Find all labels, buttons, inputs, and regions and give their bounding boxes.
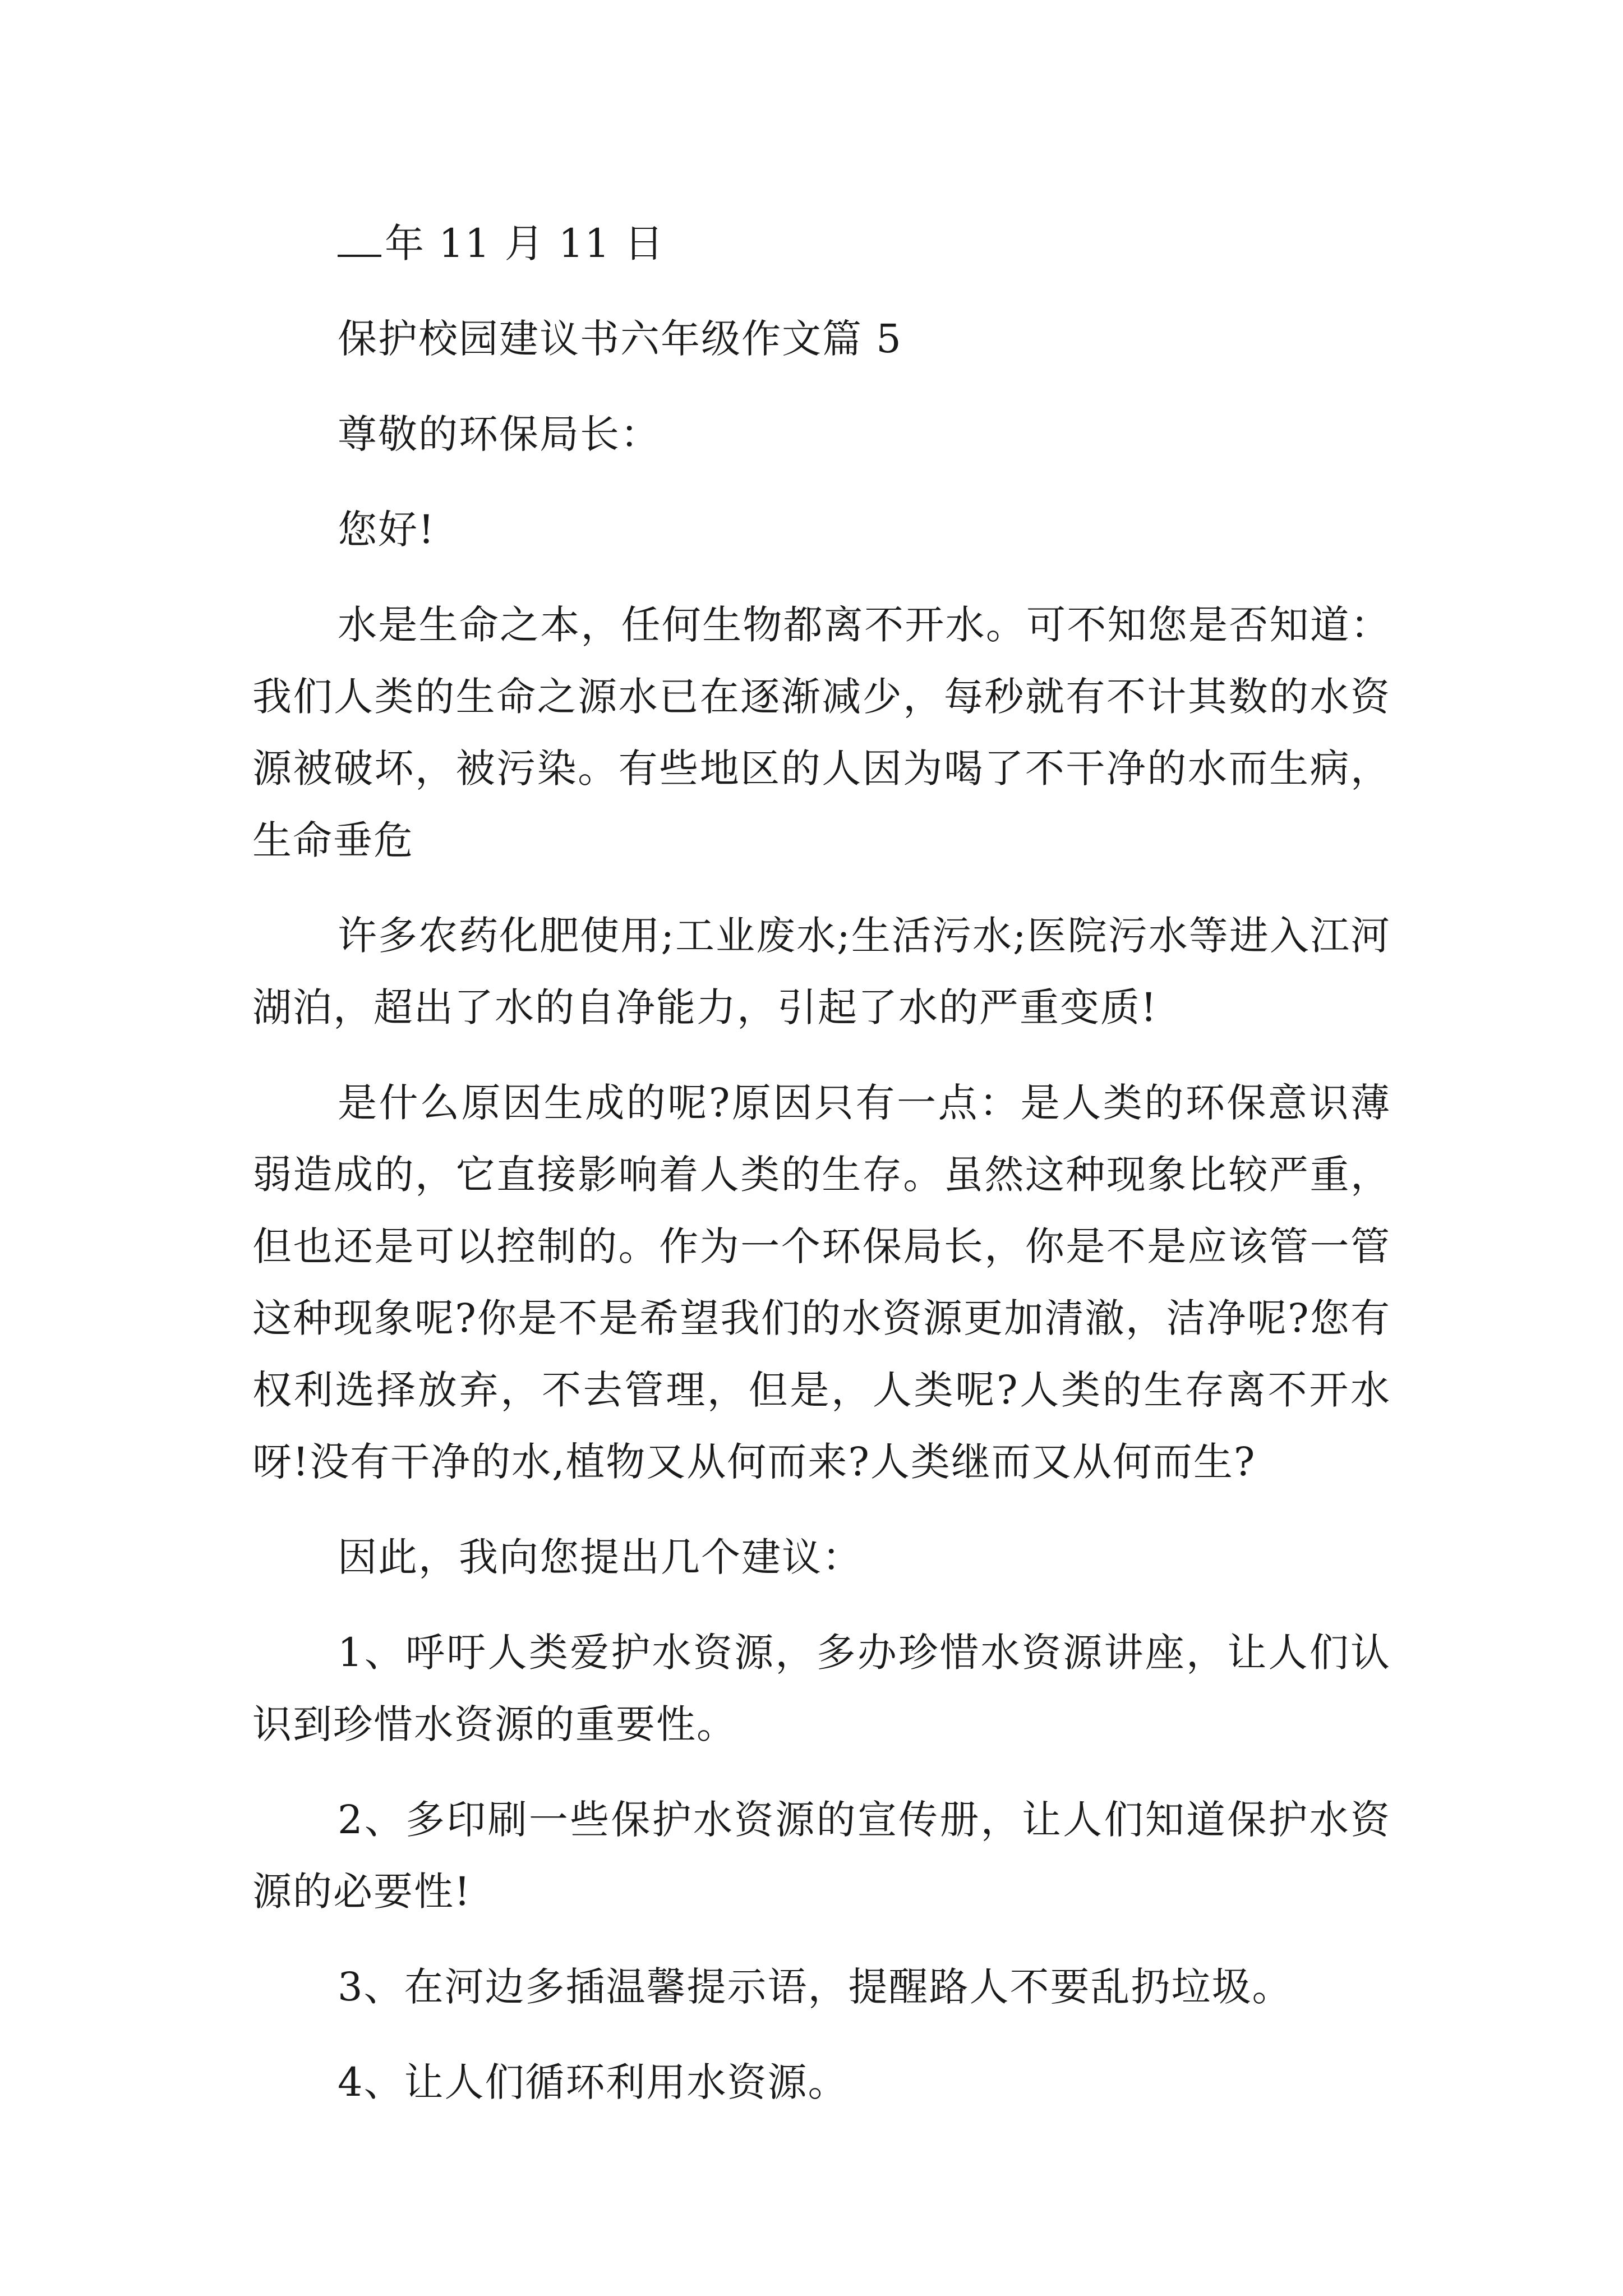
- paragraph: 许多农药化肥使用;工业废水;生活污水;医院污水等进入江河湖泊，超出了水的自净能力，引起了水的严重变质!: [252, 913, 1391, 1030]
- paragraph: 是什么原因生成的呢?原因只有一点：是人类的环保意识薄弱造成的，它直接影响着人类的生存。虽然这种现象比较严重，但也还是可以控制的。作为一个环保局长，你是不是应该管一管这种现象呢?你是不是希望我们的水资源更加清澈，洁净呢?您有权利选择放弃，不去管理，但是，人类呢?人类的生存离不开水呀!没有干净的水,植物又从何而来?人类继而又从何而生?: [252, 1080, 1391, 1485]
- suggestion-item: 3、在河边多插温馨提示语，提醒路人不要乱扔垃圾。: [338, 1964, 1293, 2010]
- date-text: 年 11 月 11 日: [385, 220, 665, 266]
- greeting: 您好!: [338, 507, 436, 553]
- date-line: [252, 208, 1391, 279]
- suggestion-item: 1、呼吁人类爱护水资源，多办珍惜水资源讲座，让人们认识到珍惜水资源的重要性。: [252, 1630, 1391, 1747]
- suggestion-item: 4、让人们循环利用水资源。: [338, 2059, 849, 2105]
- date-blank: [338, 222, 381, 257]
- essay-title: 保护校园建议书六年级作文篇 5: [338, 316, 902, 362]
- paragraph: 因此，我向您提出几个建议：: [338, 1534, 863, 1580]
- salutation: 尊敬的环保局长：: [338, 411, 661, 457]
- document-page: [252, 208, 1391, 2142]
- paragraph: 水是生命之本，任何生物都离不开水。可不知您是否知道：我们人类的生命之源水已在逐渐减少，每秒就有不计其数的水资源被破坏，被污染。有些地区的人因为喝了不干净的水而生病，生命垂危: [252, 602, 1391, 863]
- suggestion-item: 2、多印刷一些保护水资源的宣传册，让人们知道保护水资源的必要性!: [252, 1797, 1391, 1915]
